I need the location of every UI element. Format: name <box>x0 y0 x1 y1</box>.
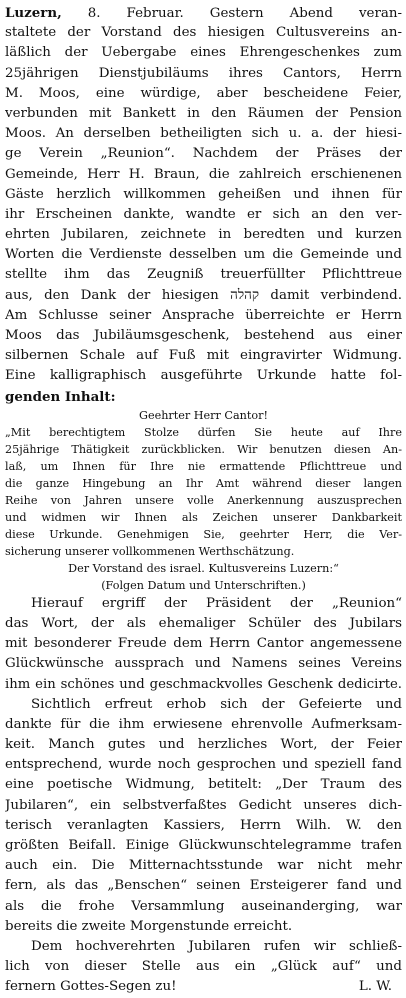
document-salutation: Geehrter Herr Cantor! <box>139 408 268 422</box>
text-line: größten Beifall. Einige Glückwunschtelegramme trafen <box>5 838 402 853</box>
text-line: Gäste herzlich willkommen geheißen und ihnen für <box>5 186 402 202</box>
document-line: sicherung unserer vollkommenen Werthschätzung. <box>5 544 295 558</box>
text-line: ihr Erscheinen dankte, wandte er sich an den ver- <box>5 206 402 222</box>
text-line: verbunden mit Bankett in den Räumen der Pension <box>5 105 402 121</box>
dateline-text: 8. Februar. Gestern Abend veran- <box>61 6 402 21</box>
text-line <box>5 977 402 997</box>
paragraph-reunion <box>5 594 402 695</box>
text-line: bereits die zweite Morgenstunde erreicht. <box>5 918 293 934</box>
text-line: lich von dieser Stelle aus ein „Glück auf“ und <box>5 959 402 975</box>
text-line: genden Inhalt: <box>5 388 116 405</box>
text-line: Am Schlusse seiner Ansprache überreichte er Herrn <box>5 307 402 323</box>
text-line: als die frohe Versammlung auseinanderging, war <box>5 898 402 914</box>
text-line: Moos das Jubiläumsgeschenk, bestehend aus einer <box>5 328 402 343</box>
text-line: ehrten Jubilaren, zeichnete in beredten und kurzen <box>5 227 402 243</box>
document-line: die ganze Hingebung an Ihr Amt während dieser langen <box>5 476 402 490</box>
text-line: läßlich der Uebergabe eines Ehrengeschenkes zum <box>5 45 402 61</box>
document-line: „Mit berechtigtem Stolze dürfen Sie heute auf Ihre <box>5 425 402 439</box>
text-line: silbernen Schale auf Fuß mit eingravirter Widmung. <box>5 348 402 364</box>
text-line: Glückwünsche aussprach und Namens seines Vereins <box>5 656 402 672</box>
text-line: mit besonderer Freude dem Herrn Cantor angemessene <box>5 636 402 652</box>
paragraph-closing <box>5 937 402 998</box>
text-line: fern, als das „Benschen“ seinen Ersteigerer fand und <box>5 878 402 894</box>
paragraph-celebration <box>5 695 402 937</box>
document-line: laß, um Ihnen für Ihre nie ermattende Pflichttreue und <box>5 459 402 473</box>
document-signatory: Der Vorstand des israel. Kultusvereins Luzern:“ <box>68 561 339 575</box>
text-line: auch ein. Die Mitternachtsstunde war nicht mehr <box>5 858 402 874</box>
text-line: Dem hochverehrten Jubilaren rufen wir schließ- <box>31 938 402 954</box>
text-line: aus, den Dank der hiesigen קהלה damit verbindend. <box>5 287 402 303</box>
dateline-place: Luzern, <box>5 5 62 21</box>
text-line: terisch veranlagten Kassiers, Herrn Wilh. W. den <box>5 817 402 833</box>
text-line: eine poetische Widmung, betitelt: „Der Traum des <box>5 777 402 793</box>
text-line: stellte ihm das Zeugniß treuerfüllter Pflichttreue <box>5 267 402 283</box>
dateline <box>5 3 402 23</box>
document-line: diese Urkunde. Genehmigen Sie, geehrter Herr, die Ver- <box>5 527 402 541</box>
text-line: entsprechend, wurde noch gesprochen und speziell fand <box>5 757 402 773</box>
text-line: Worten die Verdienste desselben um die Gemeinde und <box>5 247 402 263</box>
text-line: M. Moos, eine würdige, aber bescheidene Feier, <box>5 85 402 101</box>
author-signature: L. W. <box>358 979 392 995</box>
text-line: ihm ein schönes und geschmackvolles Geschenk dedicirte. <box>5 676 402 692</box>
text-line: dankte für die ihm erwiesene ehrenvolle Aufmerksam- <box>5 716 402 732</box>
text-line: Jubilaren“, ein selbstverfaßtes Gedicht unseres dich- <box>5 797 402 813</box>
intro-paragraph <box>5 23 402 407</box>
text-line: das Wort, der als ehemaliger Schüler des Jubilars <box>5 615 402 631</box>
closing-text: fernern Gottes-Segen zu! <box>5 979 177 995</box>
text-line: Moos. An derselben betheiligten sich u. a. der hiesi- <box>5 126 402 142</box>
document-note: (Folgen Datum und Unterschriften.) <box>101 578 306 592</box>
document-line: und widmen wir Ihnen als Zeichen unserer Dankbarkeit <box>5 510 402 524</box>
text-line: Hierauf ergriff der Präsident der „Reunion“ <box>31 595 402 611</box>
text-line: ge Verein „Reunion“. Nachdem der Präses der <box>5 146 402 162</box>
document-line: Reihe von Jahren unsere volle Anerkennung auszusprechen <box>5 493 402 507</box>
text-line: 25jährigen Dienstjubiläums ihres Cantors, Herrn <box>5 65 402 81</box>
text-line: staltete der Vorstand des hiesigen Cultusvereins an- <box>5 25 402 41</box>
quoted-document <box>5 407 402 594</box>
text-line: keit. Manch gutes und herzliches Wort, der Feier <box>5 737 402 753</box>
text-line: Eine kalligraphisch ausgeführte Urkunde hatte fol- <box>5 368 402 384</box>
text-line: Sichtlich erfreut erhob sich der Gefeierte und <box>31 696 402 712</box>
text-line: Gemeinde, Herr H. Braun, die zahlreich erschienenen <box>5 166 402 182</box>
document-line: 25jährige Thätigkeit zurückblicken. Wir benutzen diesen An- <box>5 442 402 456</box>
